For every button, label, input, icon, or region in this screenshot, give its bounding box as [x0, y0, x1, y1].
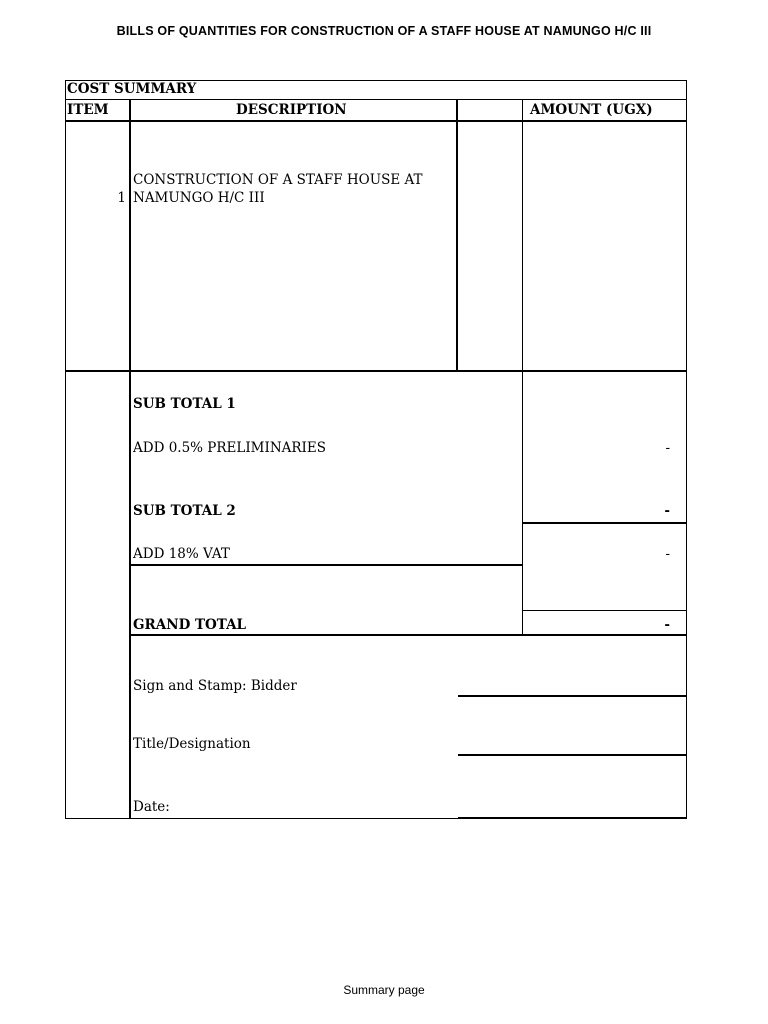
preliminaries-amount: -	[665, 440, 670, 456]
item-description-line2: NAMUNGO H/C III	[133, 190, 265, 206]
section-title: COST SUMMARY	[67, 81, 197, 97]
column-header-amount: AMOUNT (UGX)	[530, 102, 653, 118]
document-title: BILLS OF QUANTITIES FOR CONSTRUCTION OF A STAFF HOUSE AT NAMUNGO H/C III	[116, 24, 652, 38]
column-divider-item	[129, 99, 131, 819]
table-border-bottom-left	[65, 818, 458, 819]
sub-total-2-amount: -	[664, 503, 670, 519]
grand-total-bottom	[130, 634, 687, 636]
item-number: 1	[117, 190, 126, 206]
date-line	[458, 817, 687, 819]
header-divider	[65, 99, 687, 100]
date-label: Date:	[133, 799, 170, 815]
page-footer: Summary page	[343, 983, 425, 997]
preliminaries-label: ADD 0.5% PRELIMINARIES	[133, 440, 326, 456]
grand-total-amount: -	[664, 617, 670, 633]
grand-total-label: GRAND TOTAL	[133, 617, 247, 633]
column-header-description: DESCRIPTION	[236, 102, 347, 118]
sign-line	[458, 695, 687, 697]
sub-total-2-label: SUB TOTAL 2	[133, 503, 236, 519]
column-divider-blank-left	[456, 99, 458, 372]
vat-description-line	[130, 564, 523, 566]
item-description-line1: CONSTRUCTION OF A STAFF HOUSE AT	[133, 172, 423, 188]
title-line	[458, 754, 687, 756]
table-border-left	[65, 80, 66, 819]
grand-total-amount-line	[522, 610, 687, 611]
item-section-bottom	[65, 370, 687, 372]
header-bottom	[65, 120, 687, 122]
sub-total-1-label: SUB TOTAL 1	[133, 396, 236, 412]
subtotal2-amount-line	[522, 522, 687, 524]
sign-stamp-label: Sign and Stamp: Bidder	[133, 678, 297, 694]
column-header-item: ITEM	[67, 102, 109, 118]
column-divider-amount	[522, 99, 523, 636]
table-border-right	[686, 80, 687, 819]
vat-amount: -	[665, 546, 670, 562]
vat-label: ADD 18% VAT	[133, 546, 230, 562]
title-designation-label: Title/Designation	[133, 736, 251, 752]
